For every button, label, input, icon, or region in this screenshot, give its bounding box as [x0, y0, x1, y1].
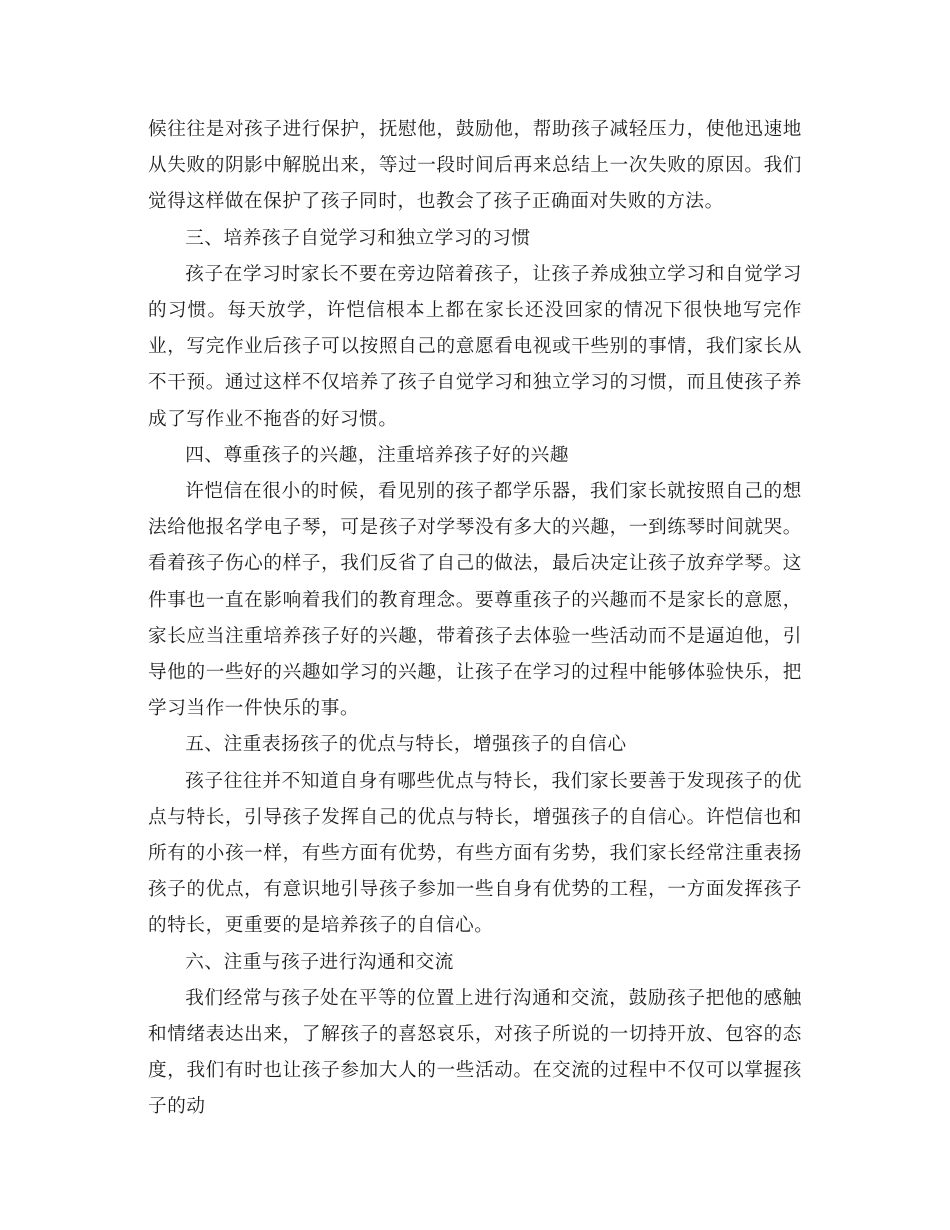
paragraph-section-6: 我们经常与孩子处在平等的位置上进行沟通和交流，鼓励孩子把他的感触和情绪表达出来，了解孩子的喜怒哀乐，对孩子所说的一切持开放、包容的态度，我们有时也让孩子参加大人的一些活动。在交流的过程中不仅可以掌握孩子的动	[148, 987, 802, 1118]
section-heading-5: 五、注重表扬孩子的优点与特长，增强孩子的自信心	[185, 734, 627, 756]
paragraph-section-3: 孩子在学习时家长不要在旁边陪着孩子，让孩子养成独立学习和自觉学习的习惯。每天放学，许恺信根本上都在家长还没回家的情况下很快地写完作业，写完作业后孩子可以按照自己的意愿看电视或干些别的事情，我们家长从不干预。通过这样不仅培养了孩子自觉学习和独立学习的习惯，而且使孩子养成了写作业不拖沓的好习惯。	[148, 263, 802, 430]
paragraph-section-4: 许恺信在很小的时候，看见别的孩子都学乐器，我们家长就按照自己的想法给他报名学电子琴，可是孩子对学琴没有多大的兴趣，一到练琴时间就哭。看着孩子伤心的样子，我们反省了自己的做法，最后决定让孩子放弃学琴。这件事也一直在影响着我们的教育理念。要尊重孩子的兴趣而不是家长的意愿，家长应当注重培养孩子好的兴趣，带着孩子去体验一些活动而不是逼迫他，引导他的一些好的兴趣如学习的兴趣，让孩子在学习的过程中能够体验快乐，把学习当作一件快乐的事。	[148, 481, 802, 720]
section-heading-4: 四、尊重孩子的兴趣，注重培养孩子好的兴趣	[185, 444, 570, 466]
section-heading-3: 三、培养孩子自觉学习和独立学习的习惯	[185, 227, 531, 249]
paragraph-continuation: 候往往是对孩子进行保护，抚慰他，鼓励他，帮助孩子减轻压力，使他迅速地从失败的阴影中解脱出来，等过一段时间后再来总结上一次失败的原因。我们觉得这样做在保护了孩子同时，也教会了孩子正确面对失败的方法。	[148, 119, 802, 213]
document-page	[148, 112, 802, 1126]
section-heading-6: 六、注重与孩子进行沟通和交流	[185, 951, 454, 973]
paragraph-section-5: 孩子往往并不知道自身有哪些优点与特长，我们家长要善于发现孩子的优点与特长，引导孩子发挥自己的优点与特长，增强孩子的自信心。许恺信也和所有的小孩一样，有些方面有优势，有些方面有劣势，我们家长经常注重表扬孩子的优点，有意识地引导孩子参加一些自身有优势的工程，一方面发挥孩子的特长，更重要的是培养孩子的自信心。	[148, 770, 802, 937]
